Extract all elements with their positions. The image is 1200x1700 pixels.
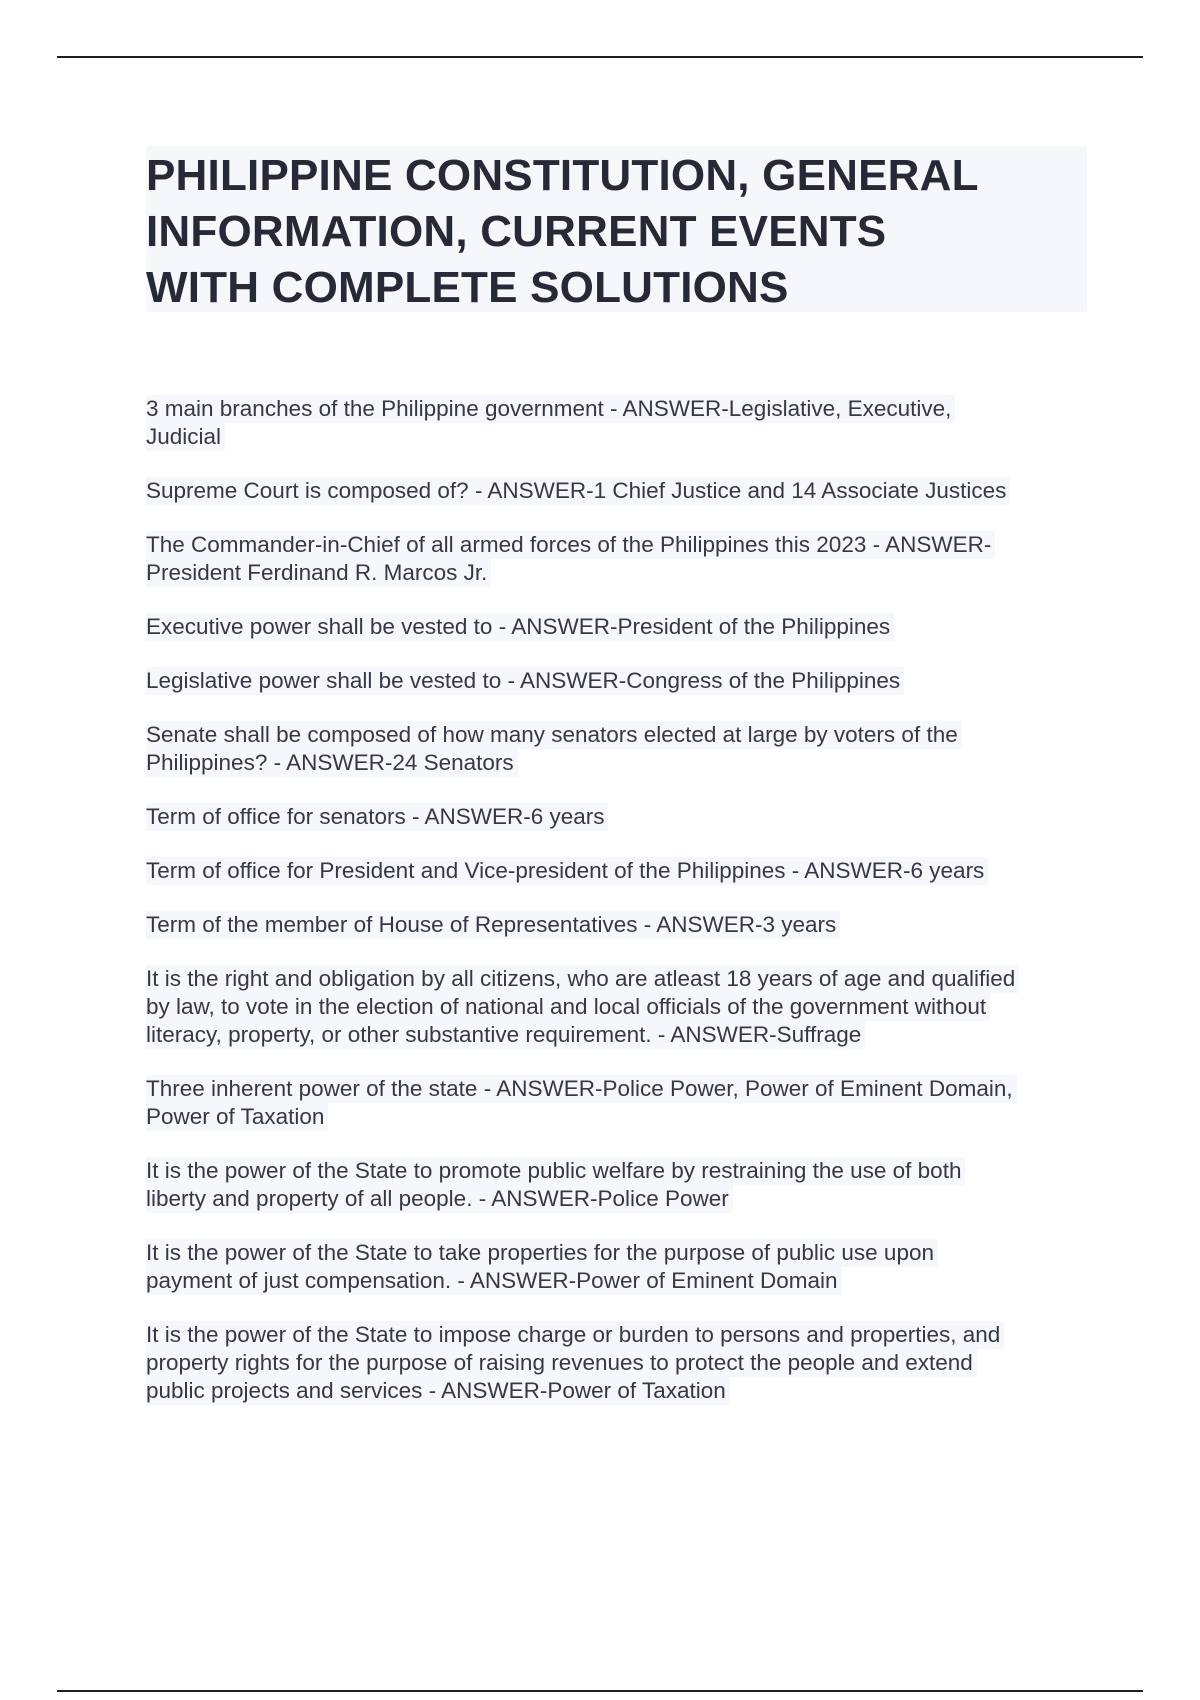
qa-text-line: literacy, property, or other substantive requirement. - ANSWER-Suffrage — [146, 1021, 865, 1049]
document-title — [146, 146, 1087, 312]
qa-item — [146, 1239, 1091, 1295]
qa-text-line: Power of Taxation — [146, 1103, 328, 1131]
qa-item — [146, 965, 1091, 1049]
qa-text-line: Philippines? - ANSWER-24 Senators — [146, 749, 518, 777]
qa-item — [146, 1157, 1091, 1213]
qa-item — [146, 395, 1091, 451]
qa-item — [146, 667, 1091, 695]
qa-text-line: Legislative power shall be vested to - ANSWER-Congress of the Philippines — [146, 667, 904, 695]
qa-list — [146, 395, 1091, 1431]
qa-text-line: Term of the member of House of Representatives - ANSWER-3 years — [146, 911, 840, 939]
qa-text-line: Executive power shall be vested to - ANSWER-President of the Philippines — [146, 613, 894, 641]
qa-text-line: Three inherent power of the state - ANSWER-Police Power, Power of Eminent Domain, — [146, 1075, 1017, 1103]
qa-text-line: President Ferdinand R. Marcos Jr. — [146, 559, 491, 587]
header-rule — [57, 56, 1143, 58]
qa-text-line: liberty and property of all people. - ANSWER-Police Power — [146, 1185, 733, 1213]
qa-item — [146, 803, 1091, 831]
qa-item — [146, 1075, 1091, 1131]
qa-text-line: public projects and services - ANSWER-Power of Taxation — [146, 1377, 730, 1405]
qa-text-line: Senate shall be composed of how many senators elected at large by voters of the — [146, 721, 962, 749]
qa-text-line: It is the power of the State to impose charge or burden to persons and properties, and — [146, 1321, 1004, 1349]
qa-item — [146, 857, 1091, 885]
title-line: INFORMATION, CURRENT EVENTS — [146, 207, 887, 256]
title-line: PHILIPPINE CONSTITUTION, GENERAL — [146, 151, 979, 200]
qa-text-line: Supreme Court is composed of? - ANSWER-1 Chief Justice and 14 Associate Justices — [146, 477, 1010, 505]
qa-text-line: property rights for the purpose of raising revenues to protect the people and extend — [146, 1349, 977, 1377]
qa-text-line: Term of office for senators - ANSWER-6 years — [146, 803, 608, 831]
qa-item — [146, 1321, 1091, 1405]
qa-item — [146, 911, 1091, 939]
qa-text-line: 3 main branches of the Philippine government - ANSWER-Legislative, Executive, — [146, 395, 955, 423]
qa-item — [146, 531, 1091, 587]
qa-text-line: Term of office for President and Vice-president of the Philippines - ANSWER-6 years — [146, 857, 988, 885]
qa-text-line: The Commander-in-Chief of all armed forces of the Philippines this 2023 - ANSWER- — [146, 531, 995, 559]
qa-text-line: It is the power of the State to take properties for the purpose of public use upon — [146, 1239, 938, 1267]
qa-item — [146, 721, 1091, 777]
qa-text-line: Judicial — [146, 423, 225, 451]
qa-text-line: payment of just compensation. - ANSWER-Power of Eminent Domain — [146, 1267, 842, 1295]
qa-item — [146, 477, 1091, 505]
footer-rule — [57, 1690, 1143, 1692]
title-line: WITH COMPLETE SOLUTIONS — [146, 263, 789, 312]
qa-text-line: It is the power of the State to promote public welfare by restraining the use of both — [146, 1157, 965, 1185]
qa-text-line: by law, to vote in the election of national and local officials of the government without — [146, 993, 990, 1021]
qa-item — [146, 613, 1091, 641]
qa-text-line: It is the right and obligation by all citizens, who are atleast 18 years of age and qualified — [146, 965, 1019, 993]
